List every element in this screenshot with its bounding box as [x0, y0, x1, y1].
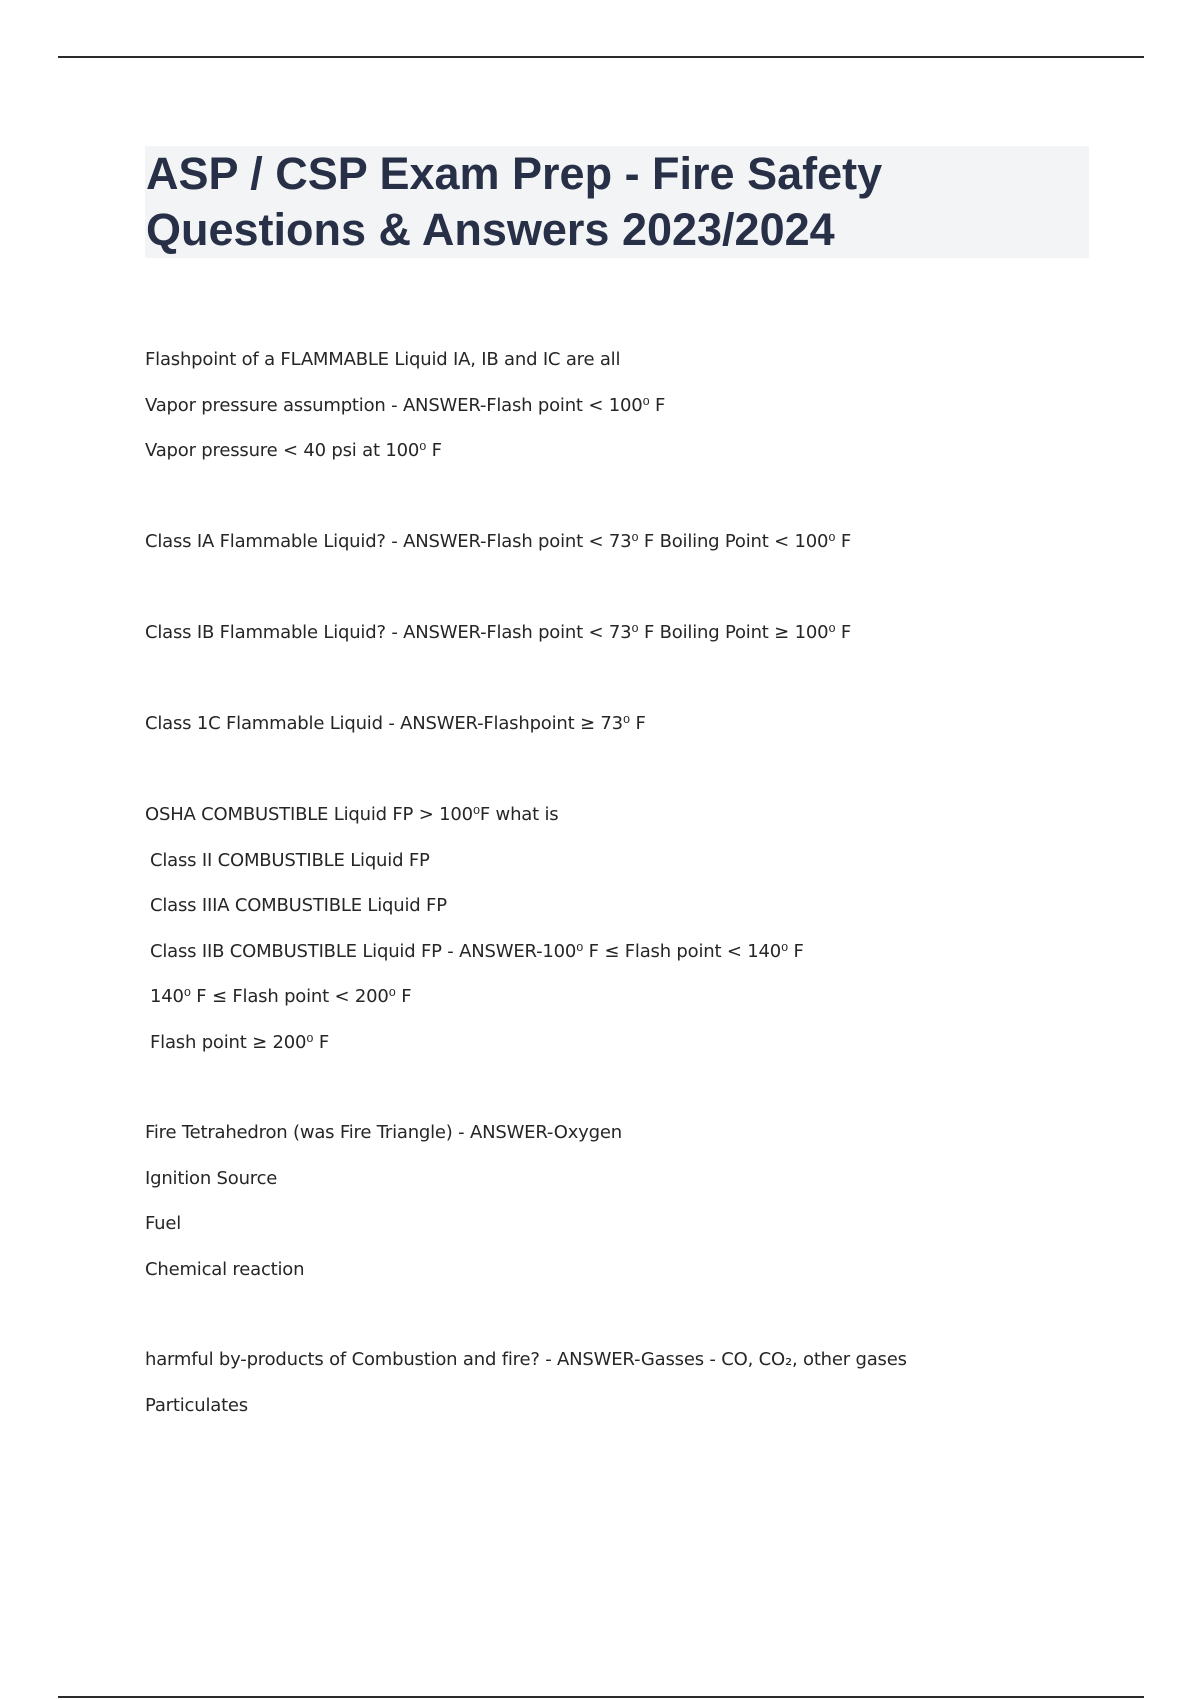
qa-3-line-1: Class IB Flammable Liquid? - ANSWER-Flash point < 73⁰ F Boiling Point ≥ 100⁰ F [145, 622, 852, 643]
title-line-2: Questions & Answers 2023/2024 [146, 204, 835, 255]
qa-5-line-6: Flash point ≥ 200⁰ F [150, 1032, 329, 1053]
qa-5-line-4: Class IIB COMBUSTIBLE Liquid FP - ANSWER-100⁰ F ≤ Flash point < 140⁰ F [150, 941, 804, 962]
qa-6-line-2: Ignition Source [145, 1168, 278, 1189]
page-title [146, 146, 1086, 258]
qa-1-line-1: Flashpoint of a FLAMMABLE Liquid IA, IB and IC are all [145, 349, 621, 370]
qa-4-line-1: Class 1C Flammable Liquid - ANSWER-Flashpoint ≥ 73⁰ F [145, 713, 646, 734]
qa-5-line-5: 140⁰ F ≤ Flash point < 200⁰ F [150, 986, 412, 1007]
qa-6-line-4: Chemical reaction [145, 1259, 305, 1280]
qa-5-line-3: Class IIIA COMBUSTIBLE Liquid FP [150, 895, 447, 916]
qa-1-line-3: Vapor pressure < 40 psi at 100⁰ F [145, 440, 442, 461]
bottom-rule [58, 1696, 1144, 1698]
qa-2-line-1: Class IA Flammable Liquid? - ANSWER-Flash point < 73⁰ F Boiling Point < 100⁰ F [145, 531, 851, 552]
qa-1-line-2: Vapor pressure assumption - ANSWER-Flash point < 100⁰ F [145, 395, 666, 416]
qa-6-line-3: Fuel [145, 1213, 182, 1234]
title-line-1: ASP / CSP Exam Prep - Fire Safety [146, 148, 883, 199]
qa-7-line-2: Particulates [145, 1395, 248, 1416]
title-block [145, 146, 1089, 258]
qa-6-line-1: Fire Tetrahedron (was Fire Triangle) - ANSWER-Oxygen [145, 1122, 622, 1143]
qa-5-line-2: Class II COMBUSTIBLE Liquid FP [150, 850, 430, 871]
qa-7-line-1: harmful by-products of Combustion and fire? - ANSWER-Gasses - CO, CO₂, other gases [145, 1349, 907, 1370]
qa-5-line-1: OSHA COMBUSTIBLE Liquid FP > 100⁰F what is [145, 804, 559, 825]
top-rule [58, 56, 1144, 58]
